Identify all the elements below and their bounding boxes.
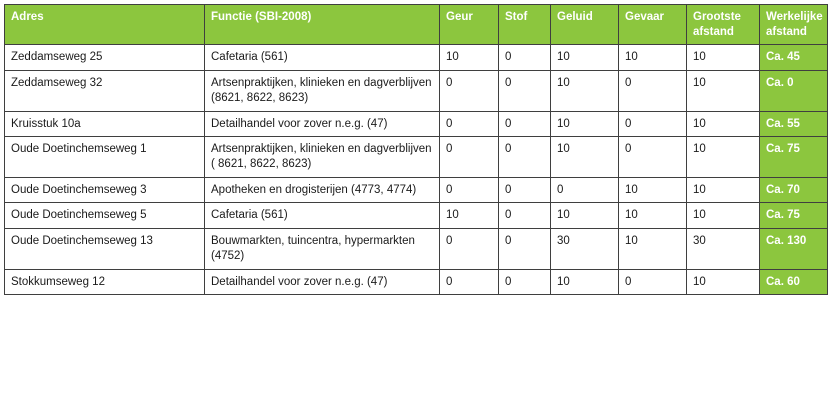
cell-adres: Zeddamseweg 25 [5, 45, 205, 71]
cell-gevaar: 10 [619, 45, 687, 71]
table-header-row [5, 5, 828, 45]
cell-geur: 0 [440, 229, 499, 269]
cell-geluid: 10 [551, 111, 619, 137]
cell-geur: 0 [440, 71, 499, 111]
cell-stof: 0 [499, 269, 551, 295]
cell-geur: 10 [440, 203, 499, 229]
cell-gevaar: 0 [619, 269, 687, 295]
cell-geluid: 10 [551, 269, 619, 295]
cell-stof: 0 [499, 111, 551, 137]
cell-stof: 0 [499, 45, 551, 71]
cell-grootste-afstand: 30 [687, 229, 760, 269]
cell-geluid: 10 [551, 203, 619, 229]
cell-grootste-afstand: 10 [687, 203, 760, 229]
cell-functie: Artsenpraktijken, klinieken en dagverblijven ( 8621, 8622, 8623) [205, 137, 440, 177]
column-header-werkelijke-afstand: Werkelijke afstand [760, 5, 828, 45]
column-header-gevaar: Gevaar [619, 5, 687, 45]
cell-geur: 0 [440, 111, 499, 137]
table-row [5, 71, 828, 111]
column-header-stof: Stof [499, 5, 551, 45]
cell-functie: Bouwmarkten, tuincentra, hypermarkten (4752) [205, 229, 440, 269]
cell-geur: 0 [440, 137, 499, 177]
cell-werkelijke-afstand: Ca. 55 [760, 111, 828, 137]
cell-stof: 0 [499, 229, 551, 269]
cell-geluid: 10 [551, 71, 619, 111]
table-row [5, 137, 828, 177]
cell-stof: 0 [499, 137, 551, 177]
cell-grootste-afstand: 10 [687, 269, 760, 295]
cell-grootste-afstand: 10 [687, 45, 760, 71]
cell-adres: Zeddamseweg 32 [5, 71, 205, 111]
cell-geluid: 30 [551, 229, 619, 269]
cell-geur: 0 [440, 269, 499, 295]
cell-adres: Kruisstuk 10a [5, 111, 205, 137]
cell-grootste-afstand: 10 [687, 137, 760, 177]
cell-adres: Oude Doetinchemseweg 13 [5, 229, 205, 269]
cell-werkelijke-afstand: Ca. 60 [760, 269, 828, 295]
cell-geur: 0 [440, 177, 499, 203]
cell-geluid: 10 [551, 137, 619, 177]
cell-gevaar: 0 [619, 137, 687, 177]
cell-geluid: 10 [551, 45, 619, 71]
column-header-geur: Geur [440, 5, 499, 45]
cell-stof: 0 [499, 177, 551, 203]
cell-grootste-afstand: 10 [687, 71, 760, 111]
table-body [5, 45, 828, 295]
cell-werkelijke-afstand: Ca. 75 [760, 137, 828, 177]
cell-werkelijke-afstand: Ca. 70 [760, 177, 828, 203]
table-row [5, 229, 828, 269]
cell-functie: Cafetaria (561) [205, 203, 440, 229]
milieuzonering-table [4, 4, 828, 295]
column-header-geluid: Geluid [551, 5, 619, 45]
cell-functie: Cafetaria (561) [205, 45, 440, 71]
cell-geluid: 0 [551, 177, 619, 203]
cell-stof: 0 [499, 71, 551, 111]
cell-werkelijke-afstand: Ca. 0 [760, 71, 828, 111]
cell-grootste-afstand: 10 [687, 177, 760, 203]
cell-adres: Oude Doetinchemseweg 1 [5, 137, 205, 177]
cell-adres: Oude Doetinchemseweg 3 [5, 177, 205, 203]
column-header-grootste-afstand: Grootste afstand [687, 5, 760, 45]
cell-werkelijke-afstand: Ca. 45 [760, 45, 828, 71]
table-header [5, 5, 828, 45]
cell-werkelijke-afstand: Ca. 130 [760, 229, 828, 269]
cell-werkelijke-afstand: Ca. 75 [760, 203, 828, 229]
column-header-functie: Functie (SBI-2008) [205, 5, 440, 45]
cell-adres: Stokkumseweg 12 [5, 269, 205, 295]
table-row [5, 203, 828, 229]
table-row [5, 45, 828, 71]
table-row [5, 269, 828, 295]
cell-geur: 10 [440, 45, 499, 71]
cell-gevaar: 10 [619, 203, 687, 229]
cell-functie: Apotheken en drogisterijen (4773, 4774) [205, 177, 440, 203]
table-row [5, 111, 828, 137]
cell-stof: 0 [499, 203, 551, 229]
cell-functie: Detailhandel voor zover n.e.g. (47) [205, 111, 440, 137]
cell-gevaar: 10 [619, 177, 687, 203]
cell-gevaar: 0 [619, 111, 687, 137]
cell-gevaar: 0 [619, 71, 687, 111]
table-row [5, 177, 828, 203]
cell-grootste-afstand: 10 [687, 111, 760, 137]
cell-functie: Detailhandel voor zover n.e.g. (47) [205, 269, 440, 295]
cell-adres: Oude Doetinchemseweg 5 [5, 203, 205, 229]
cell-gevaar: 10 [619, 229, 687, 269]
cell-functie: Artsenpraktijken, klinieken en dagverblijven (8621, 8622, 8623) [205, 71, 440, 111]
column-header-adres: Adres [5, 5, 205, 45]
